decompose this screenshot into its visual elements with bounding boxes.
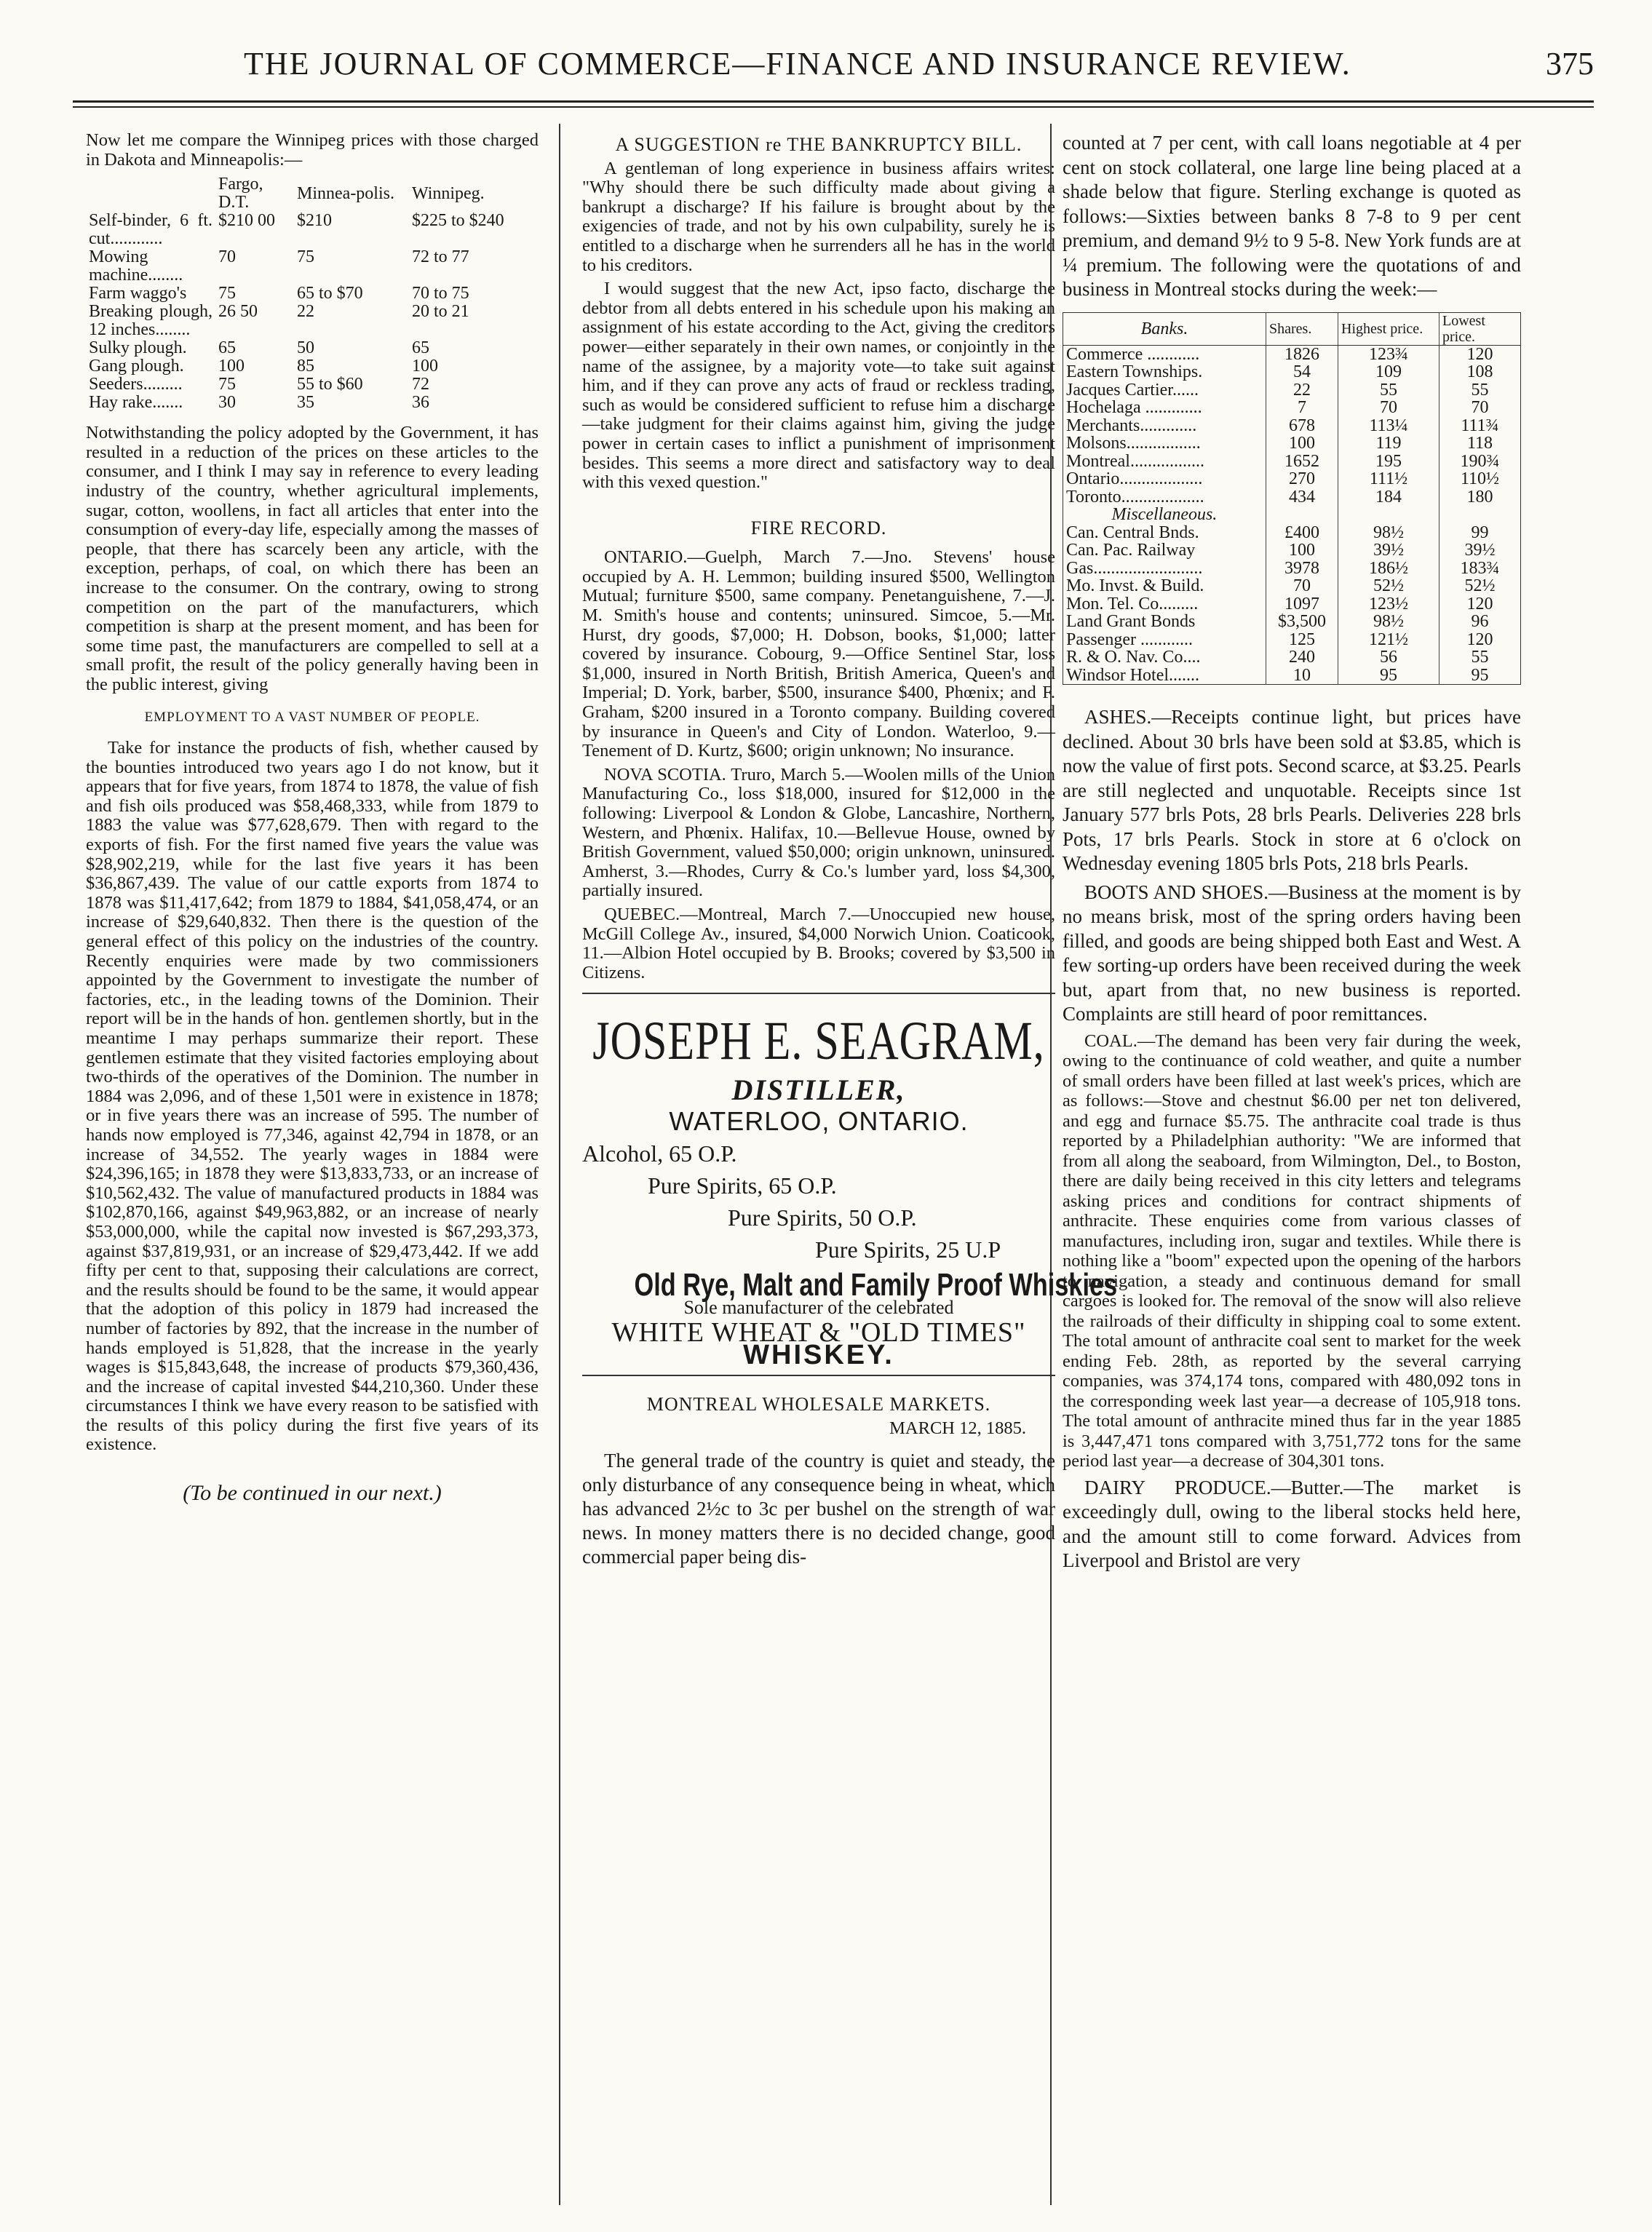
- stock-row: [1063, 648, 1521, 667]
- stocks-header-row: [1063, 312, 1521, 345]
- ad-distiller: DISTILLER,: [731, 1073, 906, 1107]
- table-header: Fargo, D.T.: [218, 175, 263, 213]
- table-cell: 52½: [1338, 577, 1439, 595]
- table-cell: 75: [218, 284, 236, 303]
- page-header: [65, 45, 1594, 96]
- page-number: 375: [1546, 46, 1594, 82]
- bankruptcy-paragraph: I would suggest that the new Act, ipso facto, discharge the debtor from all debts entered in his schedule upon his making an assignment of his estate according to the Act, giving the creditors power—either separately in their own names, or conjointly in the name of the assignee, by a majority vote—to take suit against him, and if they can prove any acts of fraud or reckless trading, such as would be considered sufficient to refuse him a discharge—take judgment for their claims against him, giving the judge power in certain cases to inflict a punishment of imprisonment besides. This seems a more direct and satisfactory way to deal with this vexed question.": [582, 279, 1055, 493]
- table-cell: 108: [1439, 363, 1521, 381]
- table-cell: $210: [297, 211, 332, 231]
- table-cell: 120: [1439, 595, 1521, 613]
- table-cell: 54: [1266, 363, 1338, 381]
- table-cell: 55: [1439, 381, 1521, 400]
- table-cell: Land Grant Bonds: [1066, 612, 1196, 631]
- market-paragraph: The general trade of the country is quiet and steady, the only disturbance of any consequence being in wheat, which has advanced 2½c to 3c per bushel on the strength of war news. In money matters there is no decided change, good commercial paper being dis-: [582, 1449, 1055, 1568]
- stocks-header: Shares.: [1266, 312, 1338, 345]
- stock-row: [1063, 417, 1521, 435]
- table-cell: 99: [1439, 524, 1521, 542]
- stock-row: [1063, 560, 1521, 578]
- table-cell: 65 to $70: [297, 284, 363, 303]
- ad-whiskey: WHISKEY.: [743, 1339, 894, 1370]
- table-cell: 39½: [1338, 541, 1439, 560]
- table-cell: 65: [218, 338, 236, 358]
- table-cell: 55: [1338, 381, 1439, 400]
- fire-record-quebec: QUEBEC.—Montreal, March 7.—Unoccupied new house, McGill College Av., insured, $4,000 Norwich Union. Coaticook, 11.—Albion Hotel occupied by B. Brooks; covered by $3,500 in Citizens.: [582, 904, 1055, 982]
- table-cell: 95: [1338, 667, 1439, 685]
- table-cell: 22: [1266, 381, 1338, 400]
- table-header: Winnipeg.: [412, 183, 485, 203]
- column-3: [1063, 131, 1521, 1578]
- fish-paragraph: Take for instance the products of fish, whether caused by the bounties introduced two years ago I do not know, but it appears that for five years, from 1874 to 1878, the value of fish and fish oils produced was $58,468,333, while from 1879 to 1883 the value was $77,628,679. Then with regard to the exports of fish. For the first named five years the value was $28,902,219, while for the last five years it has been $36,867,439. The value of our cattle exports from 1874 to 1878 was $11,417,642; from 1879 to 1884, $41,058,474, or an increase of $29,640,832. Then there is the question of the general effect of this policy on the industries of the country. Recently enquiries were made by two commissioners appointed by the Government to investigate the number of factories, etc., in the leading towns of the Dominion. Their report will be in the hands of hon. gentlemen shortly, but in the meantime I may perhaps summarize their report. These gentlemen estimate that they visited factories employing about two-thirds of the operatives of the Dominion. The number in 1884 was 2,096, and of these 1,501 were in existence in 1878; or in five years there was an increase of 595. The number of hands now employed is 77,346, against 42,794 in 1878, or an increase of 34,552. The yearly wages in 1884 were $24,396,165; in 1878 they were $13,833,733, or an increase of $10,562,432. The value of manufactured products in 1884 was $102,870,166, against $49,963,882, or an increase of nearly $53,000,000, while the capital now invested is $67,293,373, against $37,819,931, or an increase of $29,473,442. If we add fifty per cent to that, supposing their calculations are correct, and the results should be found to be the same, it would appear that the adoption of this policy in 1879 had increased the number of factories by 892, that the increase in the number of hands employed is 51,828, that the increase in the yearly wages is $15,843,648, the increase of products $79,360,436, and the increase of capital invested $44,210,360. Under these circumstances I think we have every reason to be satisfied with the results of this policy during the first five years of its existence.: [86, 738, 539, 1455]
- table-cell: R. & O. Nav. Co....: [1066, 648, 1201, 667]
- table-cell: 30: [218, 393, 236, 413]
- table-cell: 111¾: [1439, 417, 1521, 435]
- table-cell: 270: [1266, 470, 1338, 488]
- table-cell: Self-binder, 6 ft. cut............: [89, 211, 213, 249]
- table-cell: $225 to $240: [412, 211, 504, 231]
- table-cell: 118: [1439, 434, 1521, 453]
- table-cell: Passenger ............: [1066, 630, 1193, 649]
- ad-product: Alcohol, 65 O.P.: [582, 1140, 737, 1167]
- table-cell: Gas.........................: [1066, 558, 1203, 578]
- table-cell: Eastern Townships.: [1066, 362, 1203, 381]
- table-cell: 434: [1266, 488, 1338, 507]
- table-header: Minnea-polis.: [297, 183, 394, 203]
- table-cell: 1826: [1266, 345, 1338, 363]
- section-subhead: EMPLOYMENT TO A VAST NUMBER OF PEOPLE.: [144, 709, 480, 725]
- fire-record-nova-scotia: NOVA SCOTIA. Truro, March 5.—Woolen mills of the Union Manufacturing Co., loss $18,000, insured for $12,000 in the following: Liverpool & London & Globe, Lancashire, Northern, Western, and Phœnix. Halifax, 10.—Bellevue House, owned by British Government, valued $50,000; origin unknown, uninsured. Amherst, 3.—Rhodes, Curry & Co.'s lumber yard, loss $4,300, partially insured.: [582, 764, 1055, 901]
- price-row: [86, 357, 539, 376]
- stocks-table: [1063, 312, 1521, 686]
- market-date: MARCH 12, 1885.: [889, 1418, 1026, 1438]
- table-cell: 111½: [1338, 470, 1439, 488]
- table-cell: 186½: [1338, 560, 1439, 578]
- table-cell: Mo. Invst. & Build.: [1066, 576, 1204, 595]
- table-cell: 36: [412, 393, 429, 413]
- stock-row: [1063, 434, 1521, 453]
- table-cell: 125: [1266, 631, 1338, 649]
- stocks-header: Highest price.: [1338, 312, 1439, 345]
- table-cell: 100: [1266, 434, 1338, 453]
- table-cell: 100: [412, 357, 438, 376]
- table-cell: 55 to $60: [297, 375, 363, 394]
- table-cell: 195: [1338, 453, 1439, 471]
- stock-row: [1063, 667, 1521, 685]
- intro-paragraph: Now let me compare the Winnipeg prices with those charged in Dakota and Minneapolis:—: [86, 130, 539, 170]
- table-cell: 70: [1439, 399, 1521, 417]
- stock-row: [1063, 453, 1521, 471]
- table-cell: 35: [297, 393, 314, 413]
- stock-row: [1063, 595, 1521, 613]
- table-cell: 123¾: [1338, 345, 1439, 363]
- table-cell: 190¾: [1439, 453, 1521, 471]
- table-cell: Gang plough.: [89, 357, 184, 376]
- table-cell: Seeders.........: [89, 375, 183, 394]
- table-cell: Sulky plough.: [89, 338, 187, 358]
- stock-row: [1063, 345, 1521, 363]
- table-cell: 123½: [1338, 595, 1439, 613]
- table-cell: 3978: [1266, 560, 1338, 578]
- table-cell: 72 to 77: [412, 247, 469, 267]
- coal-paragraph: COAL.—The demand has been very fair during the week, owing to the continuance of cold weather, and quite a number of small orders have been filled at last week's prices, which are as follows:—Stove and chestnut $6.00 per net ton delivered, and egg and furnace $5.75. The anthracite coal trade is thus reported by a Philadelphian authority: "We are informed that from all along the seaboard, from Wilmington, Del., to Boston, there are daily being received in this city letters and telegrams asking prices and conditions for contract shipments of anthracite. These enquiries come from various classes of manufactures, including iron, sugar and textiles. While there is nothing like a "boom" expected upon the opening of the harbors to navigation, a steady and continuous demand for small cargoes is looked for. The removal of the snow will also relieve the railroads of their difficulty in shipping coal to some extent. The total amount of anthracite coal sent to market for the week ending Feb. 28th, as reported by the several carrying companies, was 374,174 tons, compared with 480,092 tons in the corresponding week last year—a decrease of 105,918 tons. The total amount of anthracite mined thus far in the year 1885 is 3,447,471 tons compared with 3,751,772 tons for the same period last year—a decrease of 304,301 tons.: [1063, 1030, 1521, 1471]
- table-cell: 85: [297, 357, 314, 376]
- table-cell: Commerce ............: [1066, 344, 1200, 364]
- ad-product: Pure Spirits, 50 O.P.: [728, 1204, 917, 1231]
- table-cell: 10: [1266, 667, 1338, 685]
- stocks-header: Banks.: [1063, 312, 1266, 345]
- table-cell: 26 50: [218, 302, 258, 322]
- table-cell: 100: [218, 357, 245, 376]
- header-rule-thin: [73, 106, 1594, 108]
- table-cell: 75: [218, 375, 236, 394]
- table-cell: Mon. Tel. Co.........: [1066, 594, 1199, 613]
- column-divider: [559, 124, 560, 2205]
- ad-whiskies: Old Rye, Malt and Family Proof Whiskies: [634, 1266, 1118, 1303]
- table-cell: 109: [1338, 363, 1439, 381]
- table-cell: 1097: [1266, 595, 1338, 613]
- table-cell: 184: [1338, 488, 1439, 507]
- table-cell: 120: [1439, 345, 1521, 363]
- table-cell: Can. Central Bnds.: [1066, 523, 1199, 542]
- ad-brand: WHITE WHEAT & "OLD TIMES": [611, 1317, 1026, 1349]
- table-cell: 98½: [1338, 613, 1439, 631]
- table-cell: Molsons.................: [1066, 434, 1201, 453]
- table-cell: 119: [1338, 434, 1439, 453]
- stock-row: [1063, 381, 1521, 400]
- table-cell: Mowing machine........: [89, 247, 183, 285]
- table-cell: 22: [297, 302, 314, 322]
- ad-product: Pure Spirits, 65 O.P.: [648, 1172, 837, 1199]
- ad-company-name: JOSEPH E. SEAGRAM,: [592, 1011, 1045, 1071]
- stock-row: [1063, 399, 1521, 417]
- table-cell: 20 to 21: [412, 302, 469, 322]
- table-cell: 70: [1266, 577, 1338, 595]
- seagram-advertisement: [582, 993, 1118, 1376]
- table-cell: 72: [412, 375, 429, 394]
- table-cell: $210 00: [218, 211, 275, 231]
- stock-row: [1063, 631, 1521, 649]
- table-cell: 240: [1266, 648, 1338, 667]
- table-cell: 39½: [1439, 541, 1521, 560]
- price-row: [86, 212, 539, 248]
- table-cell: 120: [1439, 631, 1521, 649]
- table-cell: Farm waggo's: [89, 284, 187, 303]
- table-cell: $3,500: [1266, 613, 1338, 631]
- table-cell: 98½: [1338, 524, 1439, 542]
- price-row: [86, 248, 539, 285]
- article-heading: MONTREAL WHOLESALE MARKETS.: [646, 1394, 991, 1415]
- boots-paragraph: BOOTS AND SHOES.—Business at the moment is by no means brisk, most of the spring orders having been filled, and goods are being shipped both East and West. A few sorting-up orders have been received during the week but, apart from that, no new business is reported. Complaints are still heard of poor remittances.: [1063, 881, 1521, 1025]
- stock-row: [1063, 524, 1521, 542]
- ad-location: WATERLOO, ONTARIO.: [669, 1106, 969, 1137]
- table-cell: 113¼: [1338, 417, 1439, 435]
- money-paragraph: counted at 7 per cent, with call loans negotiable at 4 per cent on stock collateral, one large line being placed at a shade below that figure. Sterling exchange is quoted as follows:—Sixties between banks 8 7-8 to 9 per cent premium, and demand 9½ to 9 5-8. New York funds are at ¼ premium. The following were the quotations of and business in Montreal stocks during the week:—: [1063, 132, 1521, 300]
- continued-note: (To be continued in our next.): [183, 1481, 442, 1506]
- ad-sole-manufacturer: Sole manufacturer of the celebrated: [683, 1296, 954, 1318]
- table-cell: 100: [1266, 541, 1338, 560]
- table-cell: 678: [1266, 417, 1338, 435]
- stock-row: [1063, 363, 1521, 381]
- table-cell: 1652: [1266, 453, 1338, 471]
- table-cell: Jacques Cartier......: [1066, 380, 1199, 400]
- policy-paragraph: Notwithstanding the policy adopted by the Government, it has resulted in a reduction of the prices on these articles to the consumer, and I think I may say in reference to every leading industry of the country, whether agricultural implements, sugar, cotton, woollens, in fact all articles that enter into the consumption of every-day life, especially among the masses of people, that there has scarcely been any article, with the exception, perhaps, of coal, on which there has been an increase to the consumer. On the contrary, owing to strong competition on the part of the manufacturers, which competition is sharp at the present moment, and has been for some time past, the manufacturers are compelled to sell at a small profit, the result of the policy generally having been in the public interest, giving: [86, 423, 539, 694]
- price-row: [86, 285, 539, 303]
- table-header-row: [86, 175, 539, 212]
- table-header: [86, 175, 215, 212]
- price-row: [86, 394, 539, 412]
- table-cell: Breaking plough, 12 inches........: [89, 302, 213, 340]
- table-cell: 55: [1439, 648, 1521, 667]
- table-cell: Ontario...................: [1066, 469, 1203, 488]
- misc-label: Miscellaneous.: [1111, 505, 1218, 524]
- fire-record-ontario: ONTARIO.—Guelph, March 7.—Jno. Stevens' house occupied by A. H. Lemmon; building insured $500, Wellington Mutual; furniture $500, same company. Penetanguishene, 7.—J. M. Smith's house and contents; uninsured. Simcoe, 5.—Mr. Hurst, dry goods, $7,000; H. Dobson, books, $1,000; latter covered by insurance. Cobourg, 9.—Office Sentinel Star, loss $1,000, insured in North British, British America, Queen's and Imperial; D. York, barber, $500, insurance $400, Phœnix; and F. Graham, $200 insured in a Toronto company. Building covered by insurance in Queen's and City of London. Waterloo, 9.—Tenement of D. Kurtz, $600; origin unknown; No insurance.: [582, 547, 1055, 761]
- table-cell: 183¾: [1439, 560, 1521, 578]
- table-cell: 7: [1266, 399, 1338, 417]
- price-row: [86, 376, 539, 394]
- article-heading: FIRE RECORD.: [750, 517, 887, 539]
- stock-row: [1063, 470, 1521, 488]
- column-2: [582, 131, 1118, 1573]
- journal-title: THE JOURNAL OF COMMERCE—FINANCE AND INSURANCE REVIEW.: [244, 46, 1351, 82]
- stock-row: [1063, 541, 1521, 560]
- table-cell: 56: [1338, 648, 1439, 667]
- bankruptcy-paragraph: A gentleman of long experience in business affairs writes: "Why should there be such difficulty made about giving a bankrupt a discharge? If his failure is brought about by the exigencies of trade, and not by his own culpability, surely he is entitled to a discharge when he surrenders all he has in the world to his creditors.: [582, 158, 1055, 275]
- table-cell: 70: [1338, 399, 1439, 417]
- table-cell: Windsor Hotel.......: [1066, 665, 1200, 685]
- table-cell: 180: [1439, 488, 1521, 507]
- stock-row: [1063, 577, 1521, 595]
- table-cell: Can. Pac. Railway: [1066, 541, 1196, 560]
- table-cell: 121½: [1338, 631, 1439, 649]
- table-cell: 95: [1439, 667, 1521, 685]
- table-cell: 75: [297, 247, 314, 267]
- stock-row: [1063, 613, 1521, 631]
- table-cell: 65: [412, 338, 429, 358]
- table-cell: 50: [297, 338, 314, 358]
- table-cell: Hay rake.......: [89, 393, 183, 413]
- table-cell: Hochelaga .............: [1066, 398, 1202, 417]
- dairy-paragraph: DAIRY PRODUCE.—Butter.—The market is exceedingly dull, owing to the liberal stocks held here, and the amount still to come forward. Advices from Liverpool and Bristol are very: [1063, 1476, 1521, 1571]
- table-cell: 70: [218, 247, 236, 267]
- ashes-paragraph: ASHES.—Receipts continue light, but prices have declined. About 30 brls have been sold at $3.85, which is now the value of first pots. Second scarce, at $3.25. Pearls are still neglected and unquotable. Receipts since 1st January 577 brls Pots, 28 brls Pearls. Deliveries 228 brls Pots, 17 brls Pearls. Stock in store at 6 o'clock on Wednesday evening 1805 brls Pots, 218 brls Pearls.: [1063, 706, 1521, 874]
- header-rule: [73, 100, 1594, 103]
- article-heading: A SUGGESTION re THE BANKRUPTCY BILL.: [615, 134, 1022, 155]
- table-cell: Merchants.............: [1066, 416, 1197, 435]
- table-cell: 70 to 75: [412, 284, 469, 303]
- price-comparison-table: [86, 175, 539, 412]
- table-cell: £400: [1266, 524, 1338, 542]
- table-cell: Montreal.................: [1066, 451, 1204, 471]
- stock-row: [1063, 488, 1521, 507]
- table-cell: 52½: [1439, 577, 1521, 595]
- price-row: [86, 339, 539, 357]
- column-1: [86, 131, 539, 1508]
- table-cell: 110½: [1439, 470, 1521, 488]
- stocks-header: Lowest price.: [1439, 312, 1521, 345]
- price-row: [86, 303, 539, 339]
- table-cell: 96: [1439, 613, 1521, 631]
- table-cell: Toronto...................: [1066, 487, 1204, 507]
- stocks-section-row: [1063, 506, 1521, 524]
- ad-product: Pure Spirits, 25 U.P: [815, 1236, 1001, 1263]
